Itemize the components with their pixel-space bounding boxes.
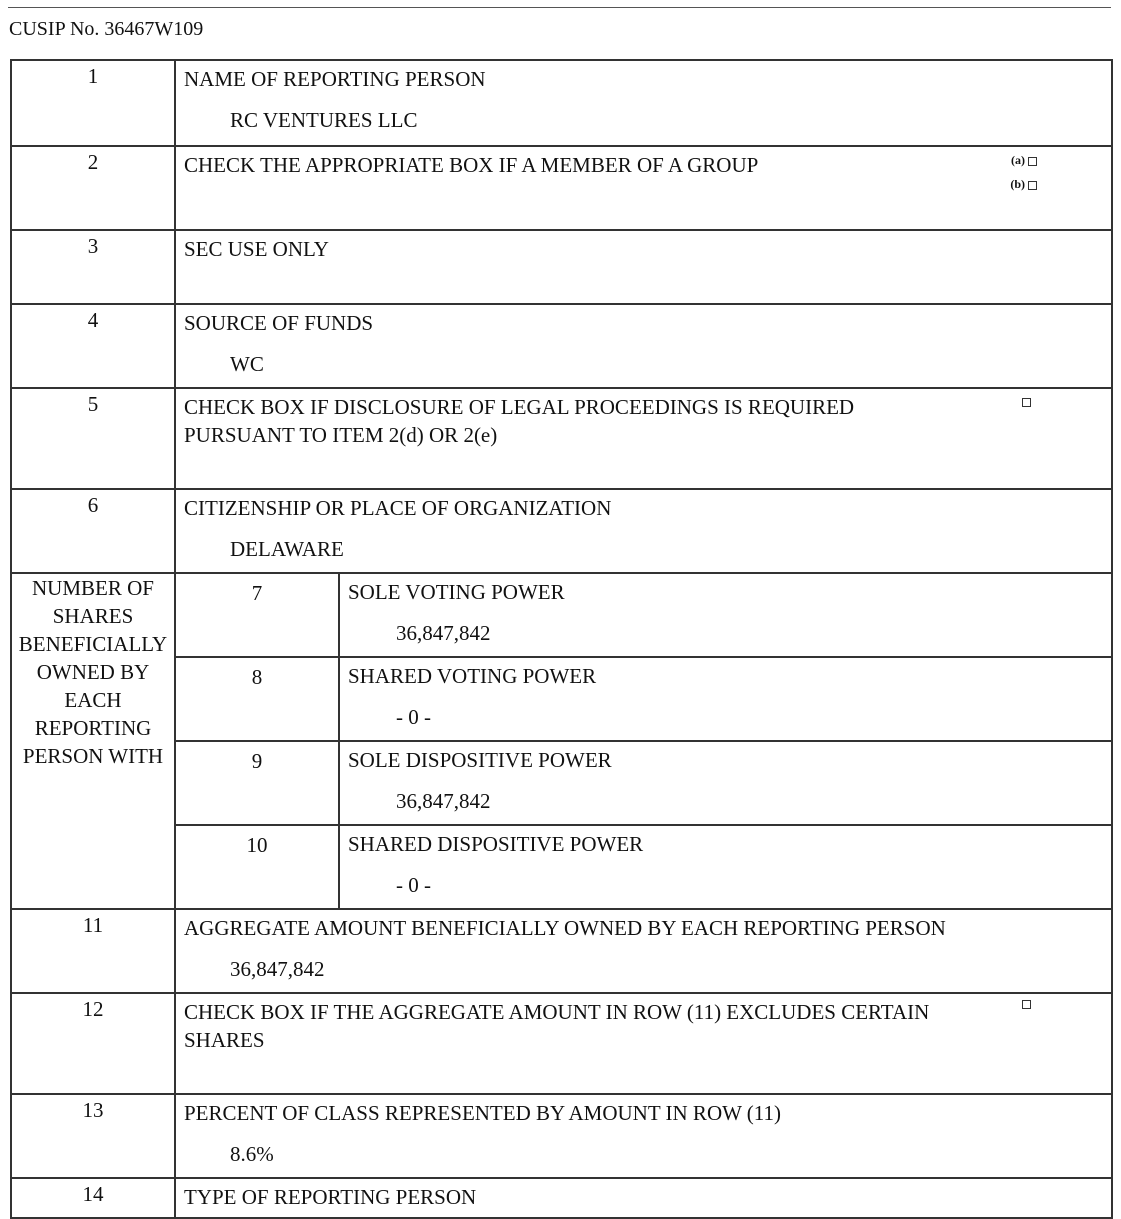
row-value: - 0 - <box>396 705 431 729</box>
row-number: 6 <box>11 489 175 573</box>
checkbox-a[interactable] <box>1028 157 1037 166</box>
row-label: SHARED DISPOSITIVE POWER <box>348 832 644 856</box>
row-label-line-2: PURSUANT TO ITEM 2(d) OR 2(e) <box>184 423 498 447</box>
row-10 <box>11 825 1112 909</box>
row-4 <box>11 304 1112 388</box>
row-label: PERCENT OF CLASS REPRESENTED BY AMOUNT IN ROW (11) <box>184 1101 782 1125</box>
row-11 <box>11 909 1112 993</box>
row-number: 3 <box>11 230 175 304</box>
row-label-line-1: CHECK BOX IF THE AGGREGATE AMOUNT IN ROW (11) EXCLUDES CERTAIN <box>184 1000 930 1024</box>
row-label-line-2: SHARES <box>184 1028 265 1052</box>
row-body <box>175 909 1112 993</box>
row-number: 7 <box>175 573 339 657</box>
option-b-label: (b) <box>1010 177 1025 191</box>
row-value: WC <box>230 352 264 376</box>
row-2 <box>11 146 1112 230</box>
row-8 <box>11 657 1112 741</box>
row-label: SEC USE ONLY <box>184 237 329 261</box>
row-body <box>339 573 1112 657</box>
row-label: TYPE OF REPORTING PERSON <box>184 1185 477 1209</box>
row-body <box>175 388 1112 489</box>
row-label: CITIZENSHIP OR PLACE OF ORGANIZATION <box>184 496 612 520</box>
side-label-line: SHARES <box>52 604 134 628</box>
row-6 <box>11 489 1112 573</box>
row-14 <box>11 1178 1112 1218</box>
row-label: SOURCE OF FUNDS <box>184 311 374 335</box>
row-13 <box>11 1094 1112 1178</box>
row-9 <box>11 741 1112 825</box>
row-number: 1 <box>11 60 175 146</box>
row-number: 13 <box>11 1094 175 1178</box>
row-label: SOLE DISPOSITIVE POWER <box>348 748 612 772</box>
row-body <box>175 230 1112 304</box>
row-body <box>175 146 1112 230</box>
row-number: 9 <box>175 741 339 825</box>
row-value: DELAWARE <box>230 537 344 561</box>
row-number: 2 <box>11 146 175 230</box>
row-body <box>175 1094 1112 1178</box>
row-body <box>339 741 1112 825</box>
row-value: 36,847,842 <box>230 957 325 981</box>
row-number: 4 <box>11 304 175 388</box>
row-5 <box>11 388 1112 489</box>
option-a-label: (a) <box>1011 153 1025 167</box>
row-number: 5 <box>11 388 175 489</box>
group-option-a <box>1011 153 1037 168</box>
row-body <box>175 1178 1112 1218</box>
side-label-line: EACH <box>64 688 122 712</box>
row-body <box>175 60 1112 146</box>
row-value: 36,847,842 <box>396 621 491 645</box>
row-body <box>175 993 1112 1094</box>
cusip-number: CUSIP No. 36467W109 <box>9 18 204 40</box>
shares-side-label <box>11 573 175 909</box>
row-body <box>175 304 1112 388</box>
row-value: RC VENTURES LLC <box>230 108 418 132</box>
side-label-line: BENEFICIALLY <box>18 632 168 656</box>
row-label: SHARED VOTING POWER <box>348 664 597 688</box>
row-label: CHECK THE APPROPRIATE BOX IF A MEMBER OF A GROUP <box>184 153 759 177</box>
row-label: AGGREGATE AMOUNT BENEFICIALLY OWNED BY EACH REPORTING PERSON <box>184 916 946 940</box>
schedule-13d-cover-table <box>10 59 1113 1219</box>
row-value: 8.6% <box>230 1142 274 1166</box>
row-body <box>175 489 1112 573</box>
row-12 <box>11 993 1112 1094</box>
row-1 <box>11 60 1112 146</box>
row-number: 12 <box>11 993 175 1094</box>
row-value: - 0 - <box>396 873 431 897</box>
side-label-line: OWNED BY <box>36 660 150 684</box>
checkbox-b[interactable] <box>1028 181 1037 190</box>
row-number: 14 <box>11 1178 175 1218</box>
row-label-line-1: CHECK BOX IF DISCLOSURE OF LEGAL PROCEEDINGS IS REQUIRED <box>184 395 855 419</box>
row-body <box>339 825 1112 909</box>
legal-proceedings-checkbox[interactable] <box>1022 398 1031 407</box>
row-number: 11 <box>11 909 175 993</box>
row-3 <box>11 230 1112 304</box>
side-label-line: REPORTING <box>34 716 152 740</box>
row-body <box>339 657 1112 741</box>
row-number: 8 <box>175 657 339 741</box>
row-label: NAME OF REPORTING PERSON <box>184 67 486 91</box>
row-7 <box>11 573 1112 657</box>
row-value: 36,847,842 <box>396 789 491 813</box>
group-option-b <box>1010 177 1037 192</box>
excludes-shares-checkbox[interactable] <box>1022 1000 1031 1009</box>
side-label-line: NUMBER OF <box>32 576 154 600</box>
row-number: 10 <box>175 825 339 909</box>
side-label-line: PERSON WITH <box>22 744 164 768</box>
row-label: SOLE VOTING POWER <box>348 580 565 604</box>
top-rule <box>8 7 1111 8</box>
